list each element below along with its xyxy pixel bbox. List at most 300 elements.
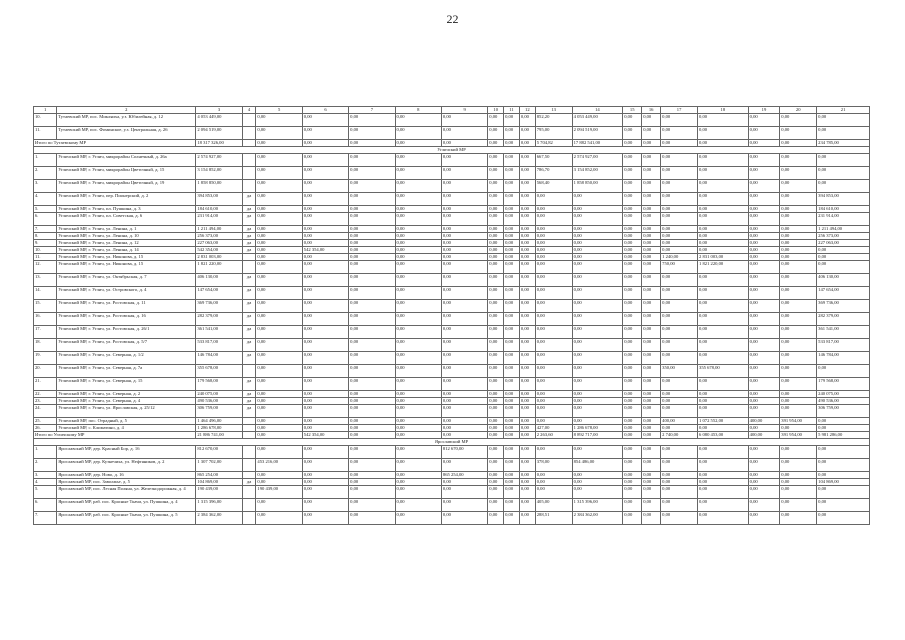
table-cell: 0,00: [623, 472, 642, 479]
column-number: 11: [504, 107, 520, 114]
table-cell: [242, 254, 256, 261]
table-cell: 0,00: [441, 512, 487, 525]
table-cell: 282 379,00: [196, 313, 242, 326]
table-cell: 1 821 220,00: [698, 261, 749, 274]
table-cell: 0,00: [349, 254, 395, 261]
table-cell: 0,00: [504, 140, 520, 147]
table-cell: 0,00: [441, 398, 487, 405]
table-cell: 256 373,00: [817, 233, 870, 240]
table-cell: 104 869,00: [196, 479, 242, 486]
table-cell: 184 610,00: [196, 206, 242, 213]
table-cell: 0,00: [748, 391, 780, 398]
table-cell: 0,00: [488, 418, 504, 425]
table-cell: 0,00: [488, 479, 504, 486]
table-cell: 0,00: [817, 127, 870, 140]
table-cell: 0,00: [623, 326, 642, 339]
table-cell: 1 858 850,00: [572, 180, 623, 193]
table-cell: 0,00: [780, 365, 817, 378]
table-cell: 0,00: [623, 114, 642, 127]
table-cell: да: [242, 213, 256, 226]
table-row: [34, 167, 870, 180]
table-cell: 0,00: [519, 180, 535, 193]
table-cell: да: [242, 313, 256, 326]
table-cell: 0,00: [661, 479, 698, 486]
table-cell: 0,00: [661, 405, 698, 418]
table-cell: 0,00: [698, 486, 749, 499]
table-cell: 0,00: [488, 425, 504, 432]
table-cell: 0,00: [535, 472, 572, 479]
table-cell: 854 486,00: [572, 459, 623, 472]
table-cell: 0,00: [441, 326, 487, 339]
table-cell: 231 914,00: [196, 213, 242, 226]
column-number: 16: [642, 107, 661, 114]
table-cell: [242, 140, 256, 147]
table-cell: 0,00: [256, 274, 302, 287]
table-cell: 0,00: [302, 446, 348, 459]
row-number: 14.: [34, 287, 57, 300]
table-cell: 0,00: [302, 300, 348, 313]
table-cell: 0,00: [504, 154, 520, 167]
table-cell: 0,00: [395, 339, 441, 352]
table-cell: 1 307 702,00: [196, 459, 242, 472]
table-cell: 0,00: [623, 418, 642, 425]
table-cell: 0,00: [504, 479, 520, 486]
table-cell: 0,00: [441, 418, 487, 425]
table-cell: 0,00: [642, 418, 661, 425]
table-cell: 0,00: [256, 206, 302, 213]
column-number: 7: [349, 107, 395, 114]
table-cell: 0,00: [395, 313, 441, 326]
table-cell: 0,00: [642, 432, 661, 439]
table-cell: 0,00: [441, 154, 487, 167]
address-cell: Ярославский МР, дер. Ново, д. 16: [57, 472, 196, 479]
table-cell: 0,00: [817, 499, 870, 512]
table-row: [34, 254, 870, 261]
table-cell: 0,00: [748, 512, 780, 525]
table-cell: 0,00: [395, 405, 441, 418]
table-cell: 361 541,00: [817, 326, 870, 339]
table-cell: 0,00: [780, 313, 817, 326]
table-cell: 0,00: [698, 326, 749, 339]
table-cell: 0,00: [504, 486, 520, 499]
table-cell: 0,00: [623, 247, 642, 254]
table-cell: 0,00: [661, 114, 698, 127]
table-cell: 190 439,00: [196, 486, 242, 499]
table-cell: 361 541,00: [196, 326, 242, 339]
table-cell: 0,00: [504, 300, 520, 313]
table-cell: 0,00: [504, 213, 520, 226]
row-number: 12.: [34, 261, 57, 274]
row-number: 25.: [34, 418, 57, 425]
table-cell: 0,00: [504, 391, 520, 398]
table-cell: 0,00: [780, 193, 817, 206]
table-cell: 147 654,00: [196, 287, 242, 300]
table-cell: 0,00: [817, 114, 870, 127]
table-cell: 0,00: [519, 213, 535, 226]
table-cell: 0,00: [519, 261, 535, 274]
table-cell: 533 817,00: [817, 339, 870, 352]
table-cell: 0,00: [698, 167, 749, 180]
table-cell: 0,00: [488, 459, 504, 472]
table-cell: 0,00: [535, 365, 572, 378]
table-cell: 0,00: [349, 405, 395, 418]
table-row: [34, 398, 870, 405]
table-cell: 0,00: [488, 154, 504, 167]
table-row: [34, 313, 870, 326]
table-cell: 0,00: [780, 486, 817, 499]
table-cell: 0,00: [698, 233, 749, 240]
table-cell: 1 315 396,00: [572, 499, 623, 512]
address-cell: Угличский МР, г. Углич, ул. Северная, д. 4: [57, 398, 196, 405]
table-cell: 0,00: [519, 240, 535, 247]
table-cell: 0,00: [349, 479, 395, 486]
table-cell: 0,00: [504, 446, 520, 459]
table-cell: 0,00: [748, 206, 780, 213]
table-cell: 1 286 678,00: [572, 425, 623, 432]
table-cell: 0,00: [572, 274, 623, 287]
table-cell: 0,00: [698, 425, 749, 432]
table-cell: 0,00: [519, 432, 535, 439]
table-cell: 0,00: [572, 352, 623, 365]
table-cell: 0,00: [780, 472, 817, 479]
table-cell: 0,00: [504, 114, 520, 127]
table-cell: 0,00: [395, 499, 441, 512]
table-cell: 405,00: [535, 499, 572, 512]
table-cell: 812 670,00: [196, 446, 242, 459]
table-cell: 0,00: [661, 472, 698, 479]
table-cell: 0,00: [504, 206, 520, 213]
table-cell: 865 254,00: [196, 472, 242, 479]
table-cell: 0,00: [698, 114, 749, 127]
table-cell: 0,00: [256, 339, 302, 352]
table-cell: 0,00: [395, 140, 441, 147]
table-cell: 0,00: [302, 213, 348, 226]
table-cell: 0,00: [642, 287, 661, 300]
table-cell: 0,00: [535, 233, 572, 240]
table-cell: 0,00: [780, 213, 817, 226]
table-cell: 0,00: [572, 233, 623, 240]
table-cell: 0,00: [349, 418, 395, 425]
table-cell: 0,00: [661, 206, 698, 213]
table-cell: 0,00: [748, 352, 780, 365]
table-cell: 0,00: [302, 114, 348, 127]
table-cell: 0,00: [572, 300, 623, 313]
table-cell: 2 574 927,00: [196, 154, 242, 167]
table-cell: 0,00: [780, 425, 817, 432]
table-cell: 0,00: [623, 391, 642, 398]
table-cell: 0,00: [256, 418, 302, 425]
table-cell: 1 464 496,00: [196, 418, 242, 425]
address-cell: Угличский МР, г. Углич, ул. Ростовская, д. 11: [57, 300, 196, 313]
table-cell: 0,00: [780, 459, 817, 472]
table-cell: 0,00: [256, 140, 302, 147]
table-cell: 0,00: [780, 261, 817, 274]
table-cell: 0,00: [623, 193, 642, 206]
table-cell: 0,00: [488, 167, 504, 180]
table-cell: 0,00: [642, 180, 661, 193]
address-cell: Угличский МР, г. Углич, пл. Советская, д. 6: [57, 213, 196, 226]
table-cell: 0,00: [488, 300, 504, 313]
table-cell: 0,00: [642, 326, 661, 339]
table-cell: 0,00: [395, 167, 441, 180]
table-cell: 0,00: [395, 287, 441, 300]
table-cell: [242, 459, 256, 472]
table-cell: 0,00: [780, 247, 817, 254]
table-cell: 0,00: [698, 140, 749, 147]
table-row: [34, 425, 870, 432]
table-cell: 0,00: [504, 512, 520, 525]
table-cell: 0,00: [748, 472, 780, 479]
table-cell: 0,00: [488, 180, 504, 193]
table-row: [34, 114, 870, 127]
table-cell: 0,00: [302, 154, 348, 167]
table-cell: 0,00: [349, 140, 395, 147]
table-cell: 0,00: [817, 486, 870, 499]
table-cell: 0,00: [642, 479, 661, 486]
table-cell: 0,00: [661, 287, 698, 300]
table-cell: 0,00: [623, 425, 642, 432]
table-cell: 306 759,00: [196, 405, 242, 418]
table-cell: да: [242, 398, 256, 405]
table-cell: 0,00: [441, 261, 487, 274]
table-cell: 0,00: [256, 240, 302, 247]
table-cell: 0,00: [349, 206, 395, 213]
column-number: 19: [748, 107, 780, 114]
row-number: 2.: [34, 167, 57, 180]
table-cell: 0,00: [623, 300, 642, 313]
table-cell: 355 678,00: [196, 365, 242, 378]
table-cell: 0,00: [504, 254, 520, 261]
table-cell: 0,00: [395, 226, 441, 233]
address-cell: Угличский МР, г. Углич, ул. Ленина, д. 12: [57, 240, 196, 247]
table-cell: 0,00: [441, 226, 487, 233]
table-cell: 0,00: [349, 287, 395, 300]
table-cell: 0,00: [302, 339, 348, 352]
table-cell: 0,00: [698, 180, 749, 193]
table-cell: 0,00: [441, 479, 487, 486]
address-cell: Угличский МР, г. Углич, ул. Ростовская, д. 16: [57, 313, 196, 326]
column-number: 15: [623, 107, 642, 114]
table-cell: 0,00: [623, 479, 642, 486]
table-cell: 0,00: [488, 446, 504, 459]
table-cell: 0,00: [572, 193, 623, 206]
table-cell: 0,00: [395, 326, 441, 339]
table-cell: да: [242, 247, 256, 254]
table-cell: да: [242, 233, 256, 240]
column-number: 5: [256, 107, 302, 114]
table-cell: 0,00: [623, 512, 642, 525]
table-cell: 0,00: [698, 352, 749, 365]
table-cell: 0,00: [661, 233, 698, 240]
table-cell: 0,00: [780, 512, 817, 525]
table-row: [34, 193, 870, 206]
table-row: [34, 472, 870, 479]
address-cell: Угличский МР, г. Углич, ул. Северная, д. 15: [57, 378, 196, 391]
table-cell: 0,00: [572, 313, 623, 326]
table-cell: 369 736,00: [196, 300, 242, 313]
table-cell: 2 574 927,00: [572, 154, 623, 167]
row-number: 10.: [34, 247, 57, 254]
table-cell: 0,00: [504, 167, 520, 180]
table-cell: 0,00: [256, 425, 302, 432]
table-cell: 0,00: [661, 300, 698, 313]
table-cell: 0,00: [817, 167, 870, 180]
total-row: [34, 140, 870, 147]
table-cell: 0,00: [642, 398, 661, 405]
table-row: [34, 240, 870, 247]
address-cell: Угличский МР, г. Углич, ул. Ленина, д. 14: [57, 247, 196, 254]
table-row: [34, 233, 870, 240]
table-row: [34, 378, 870, 391]
table-cell: 0,00: [780, 326, 817, 339]
table-cell: 0,00: [256, 405, 302, 418]
table-cell: 0,00: [519, 193, 535, 206]
table-cell: [242, 432, 256, 439]
table-cell: 0,00: [302, 365, 348, 378]
row-number: 7.: [34, 512, 57, 525]
table-cell: 0,00: [395, 352, 441, 365]
table-cell: 0,00: [519, 167, 535, 180]
table-cell: 0,00: [642, 167, 661, 180]
table-cell: 0,00: [349, 432, 395, 439]
table-cell: 2 831 003,00: [698, 254, 749, 261]
address-cell: Угличский МР, пос. Отрадный, д. 5: [57, 418, 196, 425]
table-row: [34, 446, 870, 459]
table-cell: 0,00: [780, 446, 817, 459]
table-cell: 0,00: [504, 432, 520, 439]
table-cell: 0,00: [623, 486, 642, 499]
table-cell: 0,00: [748, 339, 780, 352]
table-cell: 0,00: [488, 365, 504, 378]
table-cell: 0,00: [572, 261, 623, 274]
table-cell: 0,00: [642, 274, 661, 287]
table-cell: 146 784,00: [196, 352, 242, 365]
table-cell: 0,00: [535, 206, 572, 213]
table-cell: 0,00: [535, 213, 572, 226]
table-cell: 3 154 852,00: [572, 167, 623, 180]
table-cell: да: [242, 352, 256, 365]
table-cell: 4 053 449,00: [196, 114, 242, 127]
address-cell: Ярославский МР, пос. Лесная Поляна, ул. Железнодорожная, д. 4: [57, 486, 196, 499]
table-cell: 0,00: [642, 261, 661, 274]
table-cell: 0,00: [623, 213, 642, 226]
table-cell: 0,00: [748, 213, 780, 226]
table-cell: 0,00: [748, 127, 780, 140]
table-cell: 0,00: [519, 300, 535, 313]
table-cell: 1 286 678,00: [196, 425, 242, 432]
table-row: [34, 459, 870, 472]
table-cell: 0,00: [535, 240, 572, 247]
table-cell: 0,00: [642, 339, 661, 352]
table-cell: 0,00: [349, 261, 395, 274]
table-cell: 0,00: [349, 398, 395, 405]
table-cell: 0,00: [642, 405, 661, 418]
table-cell: 0,00: [780, 206, 817, 213]
row-number: 20.: [34, 365, 57, 378]
table-cell: 0,00: [519, 127, 535, 140]
row-number: 2.: [34, 459, 57, 472]
table-cell: 0,00: [661, 127, 698, 140]
table-row: [34, 326, 870, 339]
table-cell: 0,00: [817, 247, 870, 254]
table-cell: 0,00: [488, 472, 504, 479]
table-cell: [242, 127, 256, 140]
table-cell: 0,00: [748, 193, 780, 206]
table-cell: 0,00: [519, 352, 535, 365]
table-cell: 0,00: [349, 233, 395, 240]
table-cell: 0,00: [698, 339, 749, 352]
table-cell: 0,00: [572, 365, 623, 378]
table-cell: 0,00: [302, 391, 348, 398]
table-cell: 0,00: [349, 313, 395, 326]
table-cell: [242, 261, 256, 274]
table-cell: 0,00: [661, 167, 698, 180]
address-cell: Тутаевский МР, пос. Фоминское, у.з. Центральная, д. 26: [57, 127, 196, 140]
table-cell: 0,00: [488, 274, 504, 287]
table-cell: 0,00: [572, 240, 623, 247]
table-cell: 0,00: [441, 378, 487, 391]
table-cell: 0,00: [698, 472, 749, 479]
table-cell: 0,00: [780, 140, 817, 147]
table-cell: 190 439,00: [256, 486, 302, 499]
table-cell: 0,00: [535, 418, 572, 425]
address-cell: Угличский МР, г. Углич, микрорайон Солнечный, д. 26а: [57, 154, 196, 167]
table-cell: 8 892 717,00: [572, 432, 623, 439]
table-cell: 0,00: [661, 512, 698, 525]
row-number: 6.: [34, 499, 57, 512]
table-cell: 0,00: [441, 425, 487, 432]
table-cell: 2 740,00: [661, 432, 698, 439]
table-cell: 0,00: [642, 472, 661, 479]
table-cell: 0,00: [572, 254, 623, 261]
table-cell: 0,00: [780, 180, 817, 193]
table-cell: 0,00: [748, 425, 780, 432]
table-cell: 0,00: [780, 154, 817, 167]
table-cell: 0,00: [623, 140, 642, 147]
table-cell: 0,00: [488, 287, 504, 300]
column-number: 21: [817, 107, 870, 114]
table-row: [34, 418, 870, 425]
table-cell: 0,00: [535, 486, 572, 499]
table-cell: 0,00: [519, 339, 535, 352]
table-cell: 0,00: [642, 226, 661, 233]
address-cell: Угличский МР, с. Климатино, д. 4: [57, 425, 196, 432]
table-cell: 0,00: [661, 240, 698, 247]
table-cell: да: [242, 226, 256, 233]
table-cell: 0,00: [349, 446, 395, 459]
table-cell: 0,00: [780, 405, 817, 418]
table-cell: 0,00: [395, 193, 441, 206]
column-number: 3: [196, 107, 242, 114]
table-cell: [242, 167, 256, 180]
table-cell: [242, 499, 256, 512]
table-cell: 0,00: [504, 240, 520, 247]
table-cell: 0,00: [441, 206, 487, 213]
table-cell: 542 354,00: [196, 247, 242, 254]
table-cell: 0,00: [661, 213, 698, 226]
table-cell: 0,00: [519, 365, 535, 378]
table-row: [34, 154, 870, 167]
table-cell: 0,00: [519, 446, 535, 459]
table-cell: 0,00: [504, 425, 520, 432]
table-cell: 0,00: [256, 446, 302, 459]
table-cell: 0,00: [519, 154, 535, 167]
table-cell: 0,00: [349, 486, 395, 499]
table-cell: 0,00: [488, 512, 504, 525]
table-cell: 0,00: [748, 326, 780, 339]
table-cell: 0,00: [504, 418, 520, 425]
table-cell: 0,00: [642, 446, 661, 459]
